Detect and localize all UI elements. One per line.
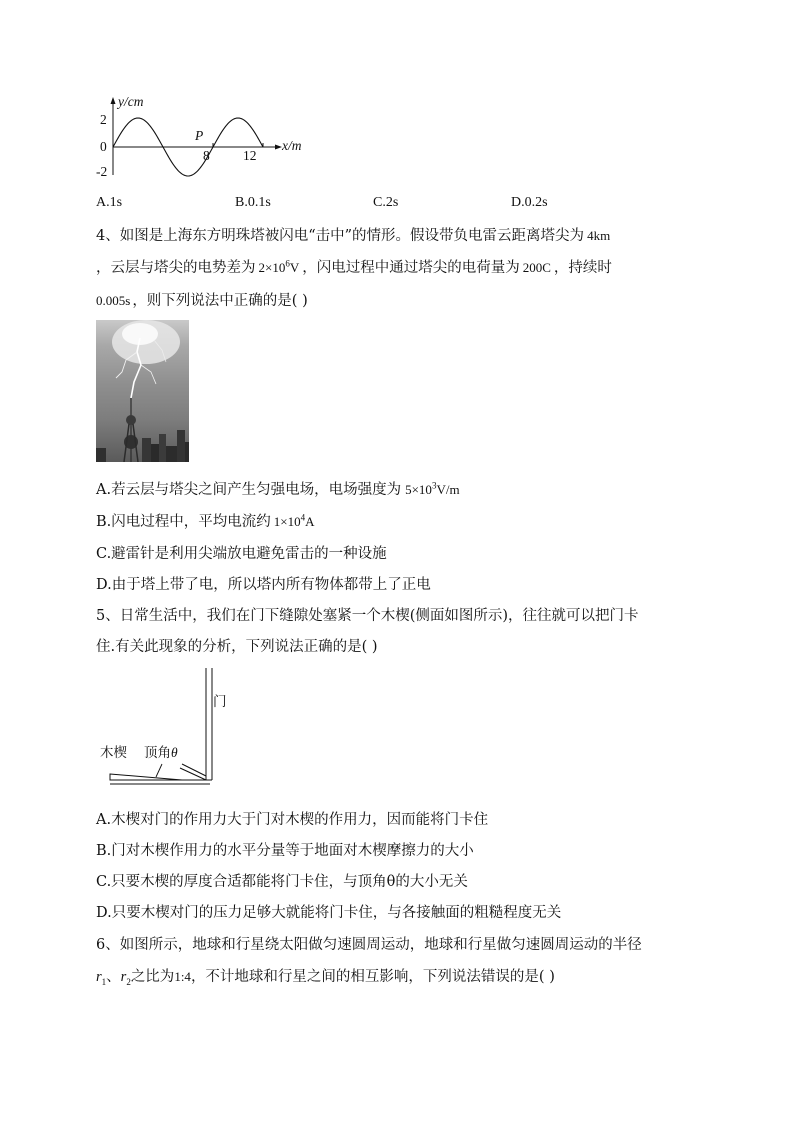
- q5-line-1: 5、日常生活中，我们在门下缝隙处塞紧一个木楔(侧面如图所示)，往往就可以把门卡: [96, 608, 639, 624]
- q5-option-a: A.木楔对门的作用力大于门对木楔的作用力，因而能将门卡住: [96, 812, 489, 828]
- q4-potential-base: 2×10: [258, 260, 286, 275]
- skyline-building: [185, 442, 189, 462]
- q4-option-d: D.由于塔上带了电，所以塔内所有物体都带上了正电: [96, 577, 431, 593]
- q4-line-2-c: ，持续时: [553, 260, 612, 276]
- q4-line-1: [96, 224, 610, 245]
- q3-option-b: B.0.1s: [235, 195, 271, 210]
- door-wedge-figure: [96, 664, 336, 789]
- x-axis-arrow: [275, 145, 282, 150]
- skyline-building: [166, 446, 177, 462]
- y-tick-0: 0: [100, 139, 107, 154]
- x-axis-label: x/m: [282, 138, 302, 153]
- q4-potential: [259, 260, 300, 275]
- q4-duration: 0.005s: [96, 293, 131, 308]
- q3-option-a: A.1s: [96, 195, 123, 210]
- q4-charge: 200C: [522, 260, 551, 275]
- q4-line-1-text: 4、如图是上海东方明珠塔被闪电“击中”的情形。假设带负电雷云距离塔尖为: [96, 228, 585, 244]
- q4-line-2: [96, 256, 612, 277]
- q4-potential-unit: V: [289, 260, 300, 275]
- x-tick-label-8: 8: [203, 148, 210, 163]
- q4-line-3: [96, 289, 308, 310]
- q5-option-c: C.只要木楔的厚度合适都能将门卡住，与顶角θ的大小无关: [96, 874, 468, 890]
- q6-r2-sub: 2: [126, 976, 131, 987]
- theta-symbol: θ: [171, 745, 178, 760]
- q4-option-b-value: [274, 514, 315, 529]
- wedge-shape: [110, 774, 182, 780]
- q5-option-b: B.门对木楔作用力的水平分量等于地面对木楔摩擦力的大小: [96, 843, 474, 859]
- skyline-building: [142, 438, 151, 462]
- q4-potential-exp: 6: [285, 258, 290, 269]
- tower-lightning-illustration: [96, 320, 189, 462]
- q5-line-2: 住.有关此现象的分析，下列说法正确的是( ): [96, 639, 378, 655]
- skyline-building: [96, 448, 106, 462]
- y-axis-arrow: [111, 97, 116, 104]
- q4-option-a-exp: 3: [431, 480, 437, 491]
- q6-r2: r: [120, 969, 127, 985]
- q4-line-2-a: ，云层与塔尖的电势差为: [96, 260, 256, 276]
- wedge-label: 木楔: [100, 745, 127, 761]
- q6-r1: r: [96, 969, 102, 985]
- skyline-building: [151, 444, 159, 462]
- q4-option-b-base: 1×10: [273, 514, 301, 529]
- q4-option-a-value: [405, 482, 459, 497]
- lightning-bolt-branch-right: [141, 365, 156, 384]
- q4-option-c: C.避雷针是利用尖端放电避免雷击的一种设施: [96, 546, 387, 562]
- q6-line-2-b: ，不计地球和行星之间的相互影响，下列说法错误的是( ): [190, 969, 555, 985]
- q4-option-b: [96, 510, 315, 531]
- y-tick-neg2: -2: [96, 164, 108, 179]
- apex-label-text: 顶角: [144, 745, 171, 761]
- q3-option-d: D.0.2s: [511, 195, 548, 210]
- q4-line-2-b: ，闪电过程中通过塔尖的电荷量为: [302, 260, 520, 276]
- q6-line-1: 6、如图所示，地球和行星绕太阳做匀速圆周运动，地球和行星做匀速圆周运动的半径: [96, 937, 642, 953]
- q4-option-a: [96, 478, 460, 499]
- apex-angle-label: [144, 741, 178, 761]
- q6-line-2: [96, 965, 555, 987]
- q4-option-b-unit: A: [305, 514, 315, 529]
- q4-option-b-exp: 4: [300, 512, 306, 523]
- q6-r1-sub: 1: [101, 976, 107, 987]
- tower-upper-sphere: [126, 415, 136, 425]
- y-axis-label: y/cm: [118, 94, 144, 109]
- q5-option-d: D.只要木楔对门的压力足够大就能将门卡住，与各接触面的粗糙程度无关: [96, 905, 562, 921]
- q4-option-b-text: B.闪电过程中，平均电流约: [96, 514, 271, 530]
- q6-line-2-a: 之比为: [130, 969, 175, 985]
- q4-option-a-unit: V/m: [436, 482, 460, 497]
- q3-option-c: C.2s: [373, 195, 399, 210]
- q4-option-a-base: 5×10: [405, 482, 432, 497]
- apex-leader-line: [156, 764, 162, 777]
- door-label: 门: [213, 694, 227, 710]
- q4-line-3-text: ，则下列说法中正确的是( ): [132, 293, 308, 309]
- q6-separator: 、: [106, 969, 121, 985]
- tower-lightning-photo: [96, 320, 189, 462]
- skyline-building: [177, 430, 185, 462]
- y-tick-2: 2: [100, 112, 107, 127]
- q4-option-a-text: A.若云层与塔尖之间产生匀强电场，电场强度为: [96, 482, 402, 498]
- q4-distance: 4km: [587, 228, 611, 243]
- q6-ratio: 1:4: [174, 969, 191, 984]
- skyline-building: [159, 434, 166, 462]
- point-p-label: P: [195, 128, 204, 143]
- x-tick-label-12: 12: [243, 148, 257, 163]
